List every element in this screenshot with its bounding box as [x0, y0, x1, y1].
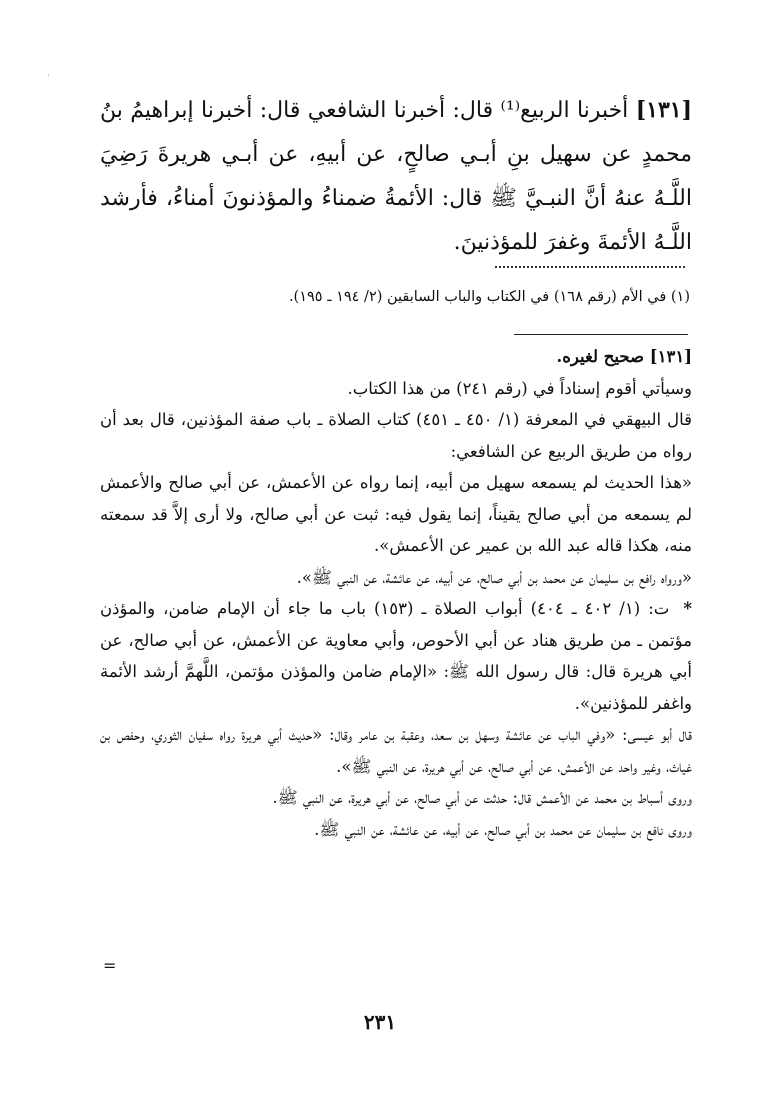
hadith-number: [١٣١]: [635, 97, 692, 123]
hadith-paragraph: [100, 88, 692, 265]
footnote: (١) في الأم (رقم ١٦٨) في الكتاب والباب السابقين (٢/ ١٩٤ ـ ١٩٥).: [288, 289, 690, 305]
margin-mark: ': [47, 74, 50, 84]
commentary-line: [100, 562, 692, 594]
commentary-line: [100, 373, 692, 405]
footnote-separator: [495, 262, 685, 268]
commentary-line: [100, 467, 692, 562]
commentary-line: [100, 341, 692, 373]
commentary-line: [100, 814, 692, 846]
commentary-text: وروى نافع بن سليمان عن محمد بن أبي صالح، عن أبيه، عن عائشة، عن النبي ﷺ.: [314, 819, 692, 839]
commentary-text: قال أبو عيسى: «وفي الباب عن عائشة وسهل بن سعد، وعقبة بن عامر وقال: «حديث أبي هريرة رواه سفيان الثوري، وحفص بن غياث، وغير واحد عن الأعمش، عن أبي صالح، عن أبي هريرة، عن النبي ﷺ».: [100, 725, 692, 776]
commentary-line: [100, 593, 692, 719]
page-number: ٢٣١: [363, 1010, 397, 1034]
continuation-mark: =: [103, 956, 117, 975]
commentary-text: وسيأتي أقوم إسناداً في (رقم ٢٤١) من هذا الكتاب.: [347, 378, 692, 398]
commentary-rule: [514, 334, 688, 335]
commentary-line: [100, 719, 692, 782]
star-marker: *: [683, 599, 692, 618]
commentary-text: ت: (١/ ٤٠٢ ـ ٤٠٤) أبواب الصلاة ـ (١٥٣) باب ما جاء أن الإمام ضامن، والمؤذن مؤتمن ـ من طريق هناد عن أبي الأحوص، وأبي معاوية عن الأعمش، عن أبي صالح، عن أبي هريرة قال: قال رسول الله ﷺ: «الإمام ضامن والمؤذن مؤتمن، اللَّهمَّ أرشد الأئمة واغفر للمؤذنين».: [100, 599, 692, 713]
commentary-line: [100, 782, 692, 814]
hadith-block: [100, 88, 692, 265]
commentary-text: «ورواه رافع بن سليمان عن محمد بن أبي صالح، عن أبيه، عن عائشة، عن النبي ﷺ».: [296, 567, 692, 587]
commentary-text: «هذا الحديث لم يسمعه سهيل من أبيه، إنما رواه عن الأعمش، عن أبي صالح والأعمش لم يسمعه من أبي صالح يقيناً، إنما يقول فيه: ثبت عن أبي صالح، ولا أرى إلاَّ قد سمعته منه، هكذا قاله عبد الله بن عمير عن الأعمش».: [100, 473, 692, 555]
hadith-text: أخبرنا الربيع⁽¹⁾ قال: أخبرنا الشافعي قال: أخبرنا إبراهيمُ بنُ محمدٍ عن سهيل بنِ أبـي صالحٍ، عن أبيهِ، عن أبـي هريرةَ رَضِيَ اللَّـهُ عنهُ أنَّ النبـيَّ ﷺ قال: الأئمةُ ضمناءُ والمؤذنونَ أمناءُ، فأرشد اللَّـهُ الأئمةَ وغفرَ للمؤذنينَ.: [100, 98, 692, 255]
commentary-text: وروى أسباط بن محمد عن الأعمش قال: حدثت عن أبي صالح، عن أبي هريرة، عن النبي ﷺ.: [272, 788, 692, 807]
commentary-lead: [١٣١] صحيح لغيره.: [556, 347, 692, 366]
commentary-line: [100, 404, 692, 467]
commentary-block: [100, 341, 692, 845]
commentary-text: قال البيهقي في المعرفة (١/ ٤٥٠ ـ ٤٥١) كتاب الصلاة ـ باب صفة المؤذنين، قال بعد أن رواه من طريق الربيع عن الشافعي:: [100, 410, 693, 461]
